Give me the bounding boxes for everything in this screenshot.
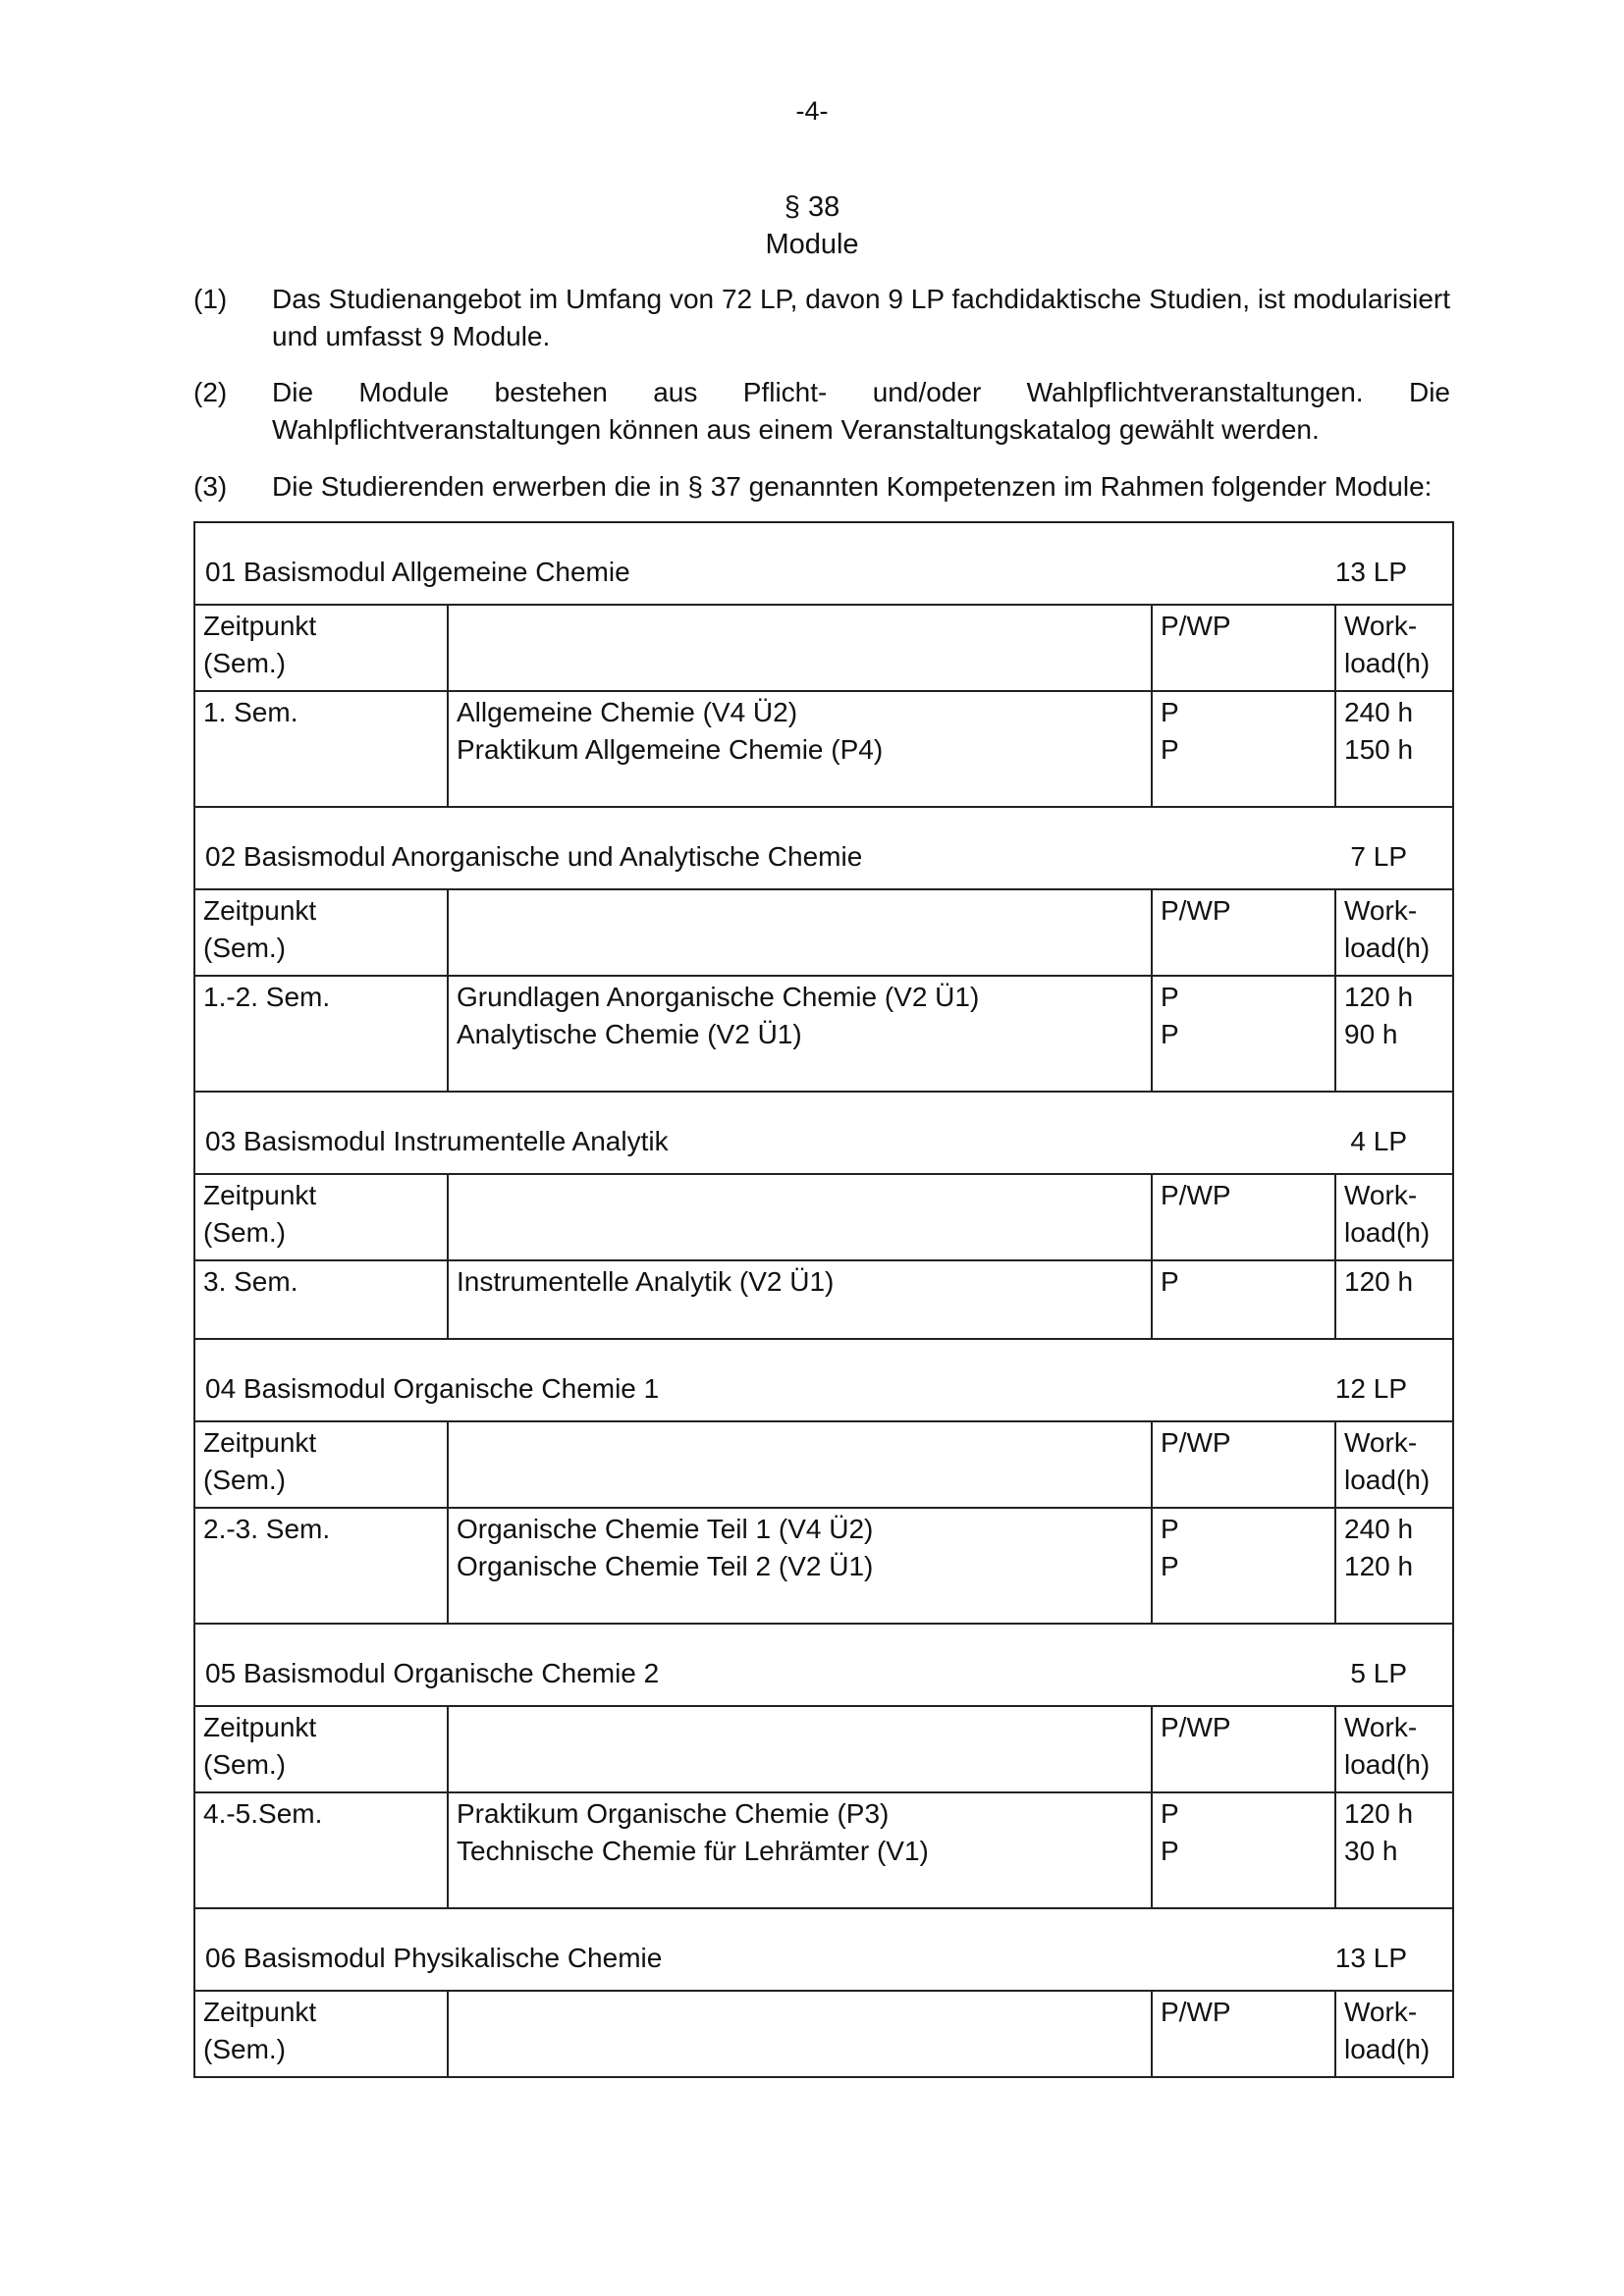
workload: 120 h (1344, 1266, 1414, 1297)
module-05 (195, 1623, 1452, 1907)
header-zeitpunkt: Zeitpunkt (203, 1712, 317, 1742)
header-pwp: P/WP (1161, 1997, 1231, 2027)
module-03 (195, 1091, 1452, 1338)
module-content-row (195, 1791, 1452, 1907)
module-header-row (195, 1990, 1452, 2076)
semester: 1. Sem. (203, 697, 298, 727)
header-pwp: P/WP (1161, 611, 1231, 641)
workload: 120 h (1344, 1798, 1414, 1829)
workload: 120 h (1344, 982, 1414, 1012)
paragraph-2 (193, 374, 1450, 449)
workload: 240 h (1344, 1514, 1414, 1544)
workload: 30 h (1344, 1836, 1398, 1866)
section-title: Module (765, 229, 859, 260)
module-header-row (195, 1420, 1452, 1507)
module-02 (195, 806, 1452, 1091)
module-credits: 13 LP (1334, 557, 1407, 587)
module-title-row (195, 523, 1452, 604)
module-header-row (195, 604, 1452, 690)
module-credits: 4 LP (1350, 1126, 1407, 1156)
header-load: load(h) (1344, 648, 1431, 678)
paragraph-3 (193, 468, 1450, 506)
header-load: load(h) (1344, 2034, 1431, 2064)
header-sem: (Sem.) (203, 1217, 286, 1248)
section-number: § 38 (784, 191, 840, 223)
module-header-row (195, 1705, 1452, 1791)
module-06 (195, 1907, 1452, 2076)
module-title-row (195, 1625, 1452, 1705)
course: Grundlagen Anorganische Chemie (V2 Ü1) (457, 982, 980, 1012)
module-credits: 12 LP (1334, 1373, 1407, 1404)
module-credits: 7 LP (1350, 841, 1407, 872)
header-pwp: P/WP (1161, 1712, 1231, 1742)
header-pwp: P/WP (1161, 895, 1231, 926)
header-sem: (Sem.) (203, 1749, 286, 1780)
module-content-row (195, 1507, 1452, 1623)
header-zeitpunkt: Zeitpunkt (203, 1997, 317, 2027)
module-name: 06 Basismodul Physikalische Chemie (205, 1943, 663, 1973)
header-work: Work- (1344, 1427, 1418, 1458)
header-load: load(h) (1344, 933, 1431, 963)
semester: 4.-5.Sem. (203, 1798, 323, 1829)
course: Praktikum Allgemeine Chemie (P4) (457, 734, 884, 765)
header-load: load(h) (1344, 1465, 1431, 1495)
page-number: -4- (795, 96, 829, 126)
paragraph-text: Die Module bestehen aus Pflicht- und/oder Wahlpflichtveranstaltungen. Die Wahlpflichtveranstaltungen können aus einem Veranstaltungskatalog gewählt werden. (272, 377, 1450, 445)
header-zeitpunkt: Zeitpunkt (203, 611, 317, 641)
header-work: Work- (1344, 895, 1418, 926)
course-type: P (1161, 734, 1179, 765)
header-sem: (Sem.) (203, 648, 286, 678)
course-type: P (1161, 1266, 1179, 1297)
paragraph-1 (193, 281, 1450, 355)
paragraph-number: (1) (193, 284, 228, 314)
module-content-row (195, 690, 1452, 806)
module-name: 03 Basismodul Instrumentelle Analytik (205, 1126, 669, 1156)
semester: 3. Sem. (203, 1266, 298, 1297)
paragraph-text: Das Studienangebot im Umfang von 72 LP, davon 9 LP fachdidaktische Studien, ist modularisiert und umfasst 9 Module. (272, 284, 1450, 351)
header-sem: (Sem.) (203, 933, 286, 963)
header-work: Work- (1344, 611, 1418, 641)
paragraph-number: (2) (193, 377, 228, 407)
module-name: 04 Basismodul Organische Chemie 1 (205, 1373, 660, 1404)
course: Organische Chemie Teil 1 (V4 Ü2) (457, 1514, 874, 1544)
header-pwp: P/WP (1161, 1180, 1231, 1210)
module-credits: 5 LP (1350, 1658, 1407, 1688)
course: Organische Chemie Teil 2 (V2 Ü1) (457, 1551, 874, 1581)
module-table (193, 521, 1454, 2078)
module-title-row (195, 1909, 1452, 1990)
module-04 (195, 1338, 1452, 1623)
course-type: P (1161, 1551, 1179, 1581)
paragraph-text: Die Studierenden erwerben die in § 37 genannten Kompetenzen im Rahmen folgender Module: (272, 471, 1433, 502)
header-zeitpunkt: Zeitpunkt (203, 1427, 317, 1458)
module-title-row (195, 808, 1452, 888)
module-title-row (195, 1340, 1452, 1420)
course: Allgemeine Chemie (V4 Ü2) (457, 697, 798, 727)
workload: 240 h (1344, 697, 1414, 727)
course: Instrumentelle Analytik (V2 Ü1) (457, 1266, 835, 1297)
header-work: Work- (1344, 1712, 1418, 1742)
semester: 2.-3. Sem. (203, 1514, 331, 1544)
workload: 150 h (1344, 734, 1414, 765)
workload: 90 h (1344, 1019, 1398, 1049)
course: Technische Chemie für Lehrämter (V1) (457, 1836, 929, 1866)
module-name: 02 Basismodul Anorganische und Analytische Chemie (205, 841, 863, 872)
module-title-row (195, 1093, 1452, 1173)
module-content-row (195, 1259, 1452, 1338)
paragraph-number: (3) (193, 471, 228, 502)
course: Praktikum Organische Chemie (P3) (457, 1798, 890, 1829)
header-work: Work- (1344, 1180, 1418, 1210)
course-type: P (1161, 982, 1179, 1012)
semester: 1.-2. Sem. (203, 982, 331, 1012)
header-load: load(h) (1344, 1749, 1431, 1780)
header-sem: (Sem.) (203, 1465, 286, 1495)
module-name: 05 Basismodul Organische Chemie 2 (205, 1658, 660, 1688)
course-type: P (1161, 1798, 1179, 1829)
module-header-row (195, 888, 1452, 975)
module-content-row (195, 975, 1452, 1091)
header-work: Work- (1344, 1997, 1418, 2027)
course-type: P (1161, 1836, 1179, 1866)
course: Analytische Chemie (V2 Ü1) (457, 1019, 802, 1049)
course-type: P (1161, 697, 1179, 727)
course-type: P (1161, 1019, 1179, 1049)
header-zeitpunkt: Zeitpunkt (203, 895, 317, 926)
header-pwp: P/WP (1161, 1427, 1231, 1458)
workload: 120 h (1344, 1551, 1414, 1581)
module-header-row (195, 1173, 1452, 1259)
course-type: P (1161, 1514, 1179, 1544)
header-load: load(h) (1344, 1217, 1431, 1248)
module-credits: 13 LP (1334, 1943, 1407, 1973)
header-zeitpunkt: Zeitpunkt (203, 1180, 317, 1210)
header-sem: (Sem.) (203, 2034, 286, 2064)
module-name: 01 Basismodul Allgemeine Chemie (205, 557, 630, 587)
section-heading (0, 188, 1624, 263)
module-01 (195, 523, 1452, 806)
